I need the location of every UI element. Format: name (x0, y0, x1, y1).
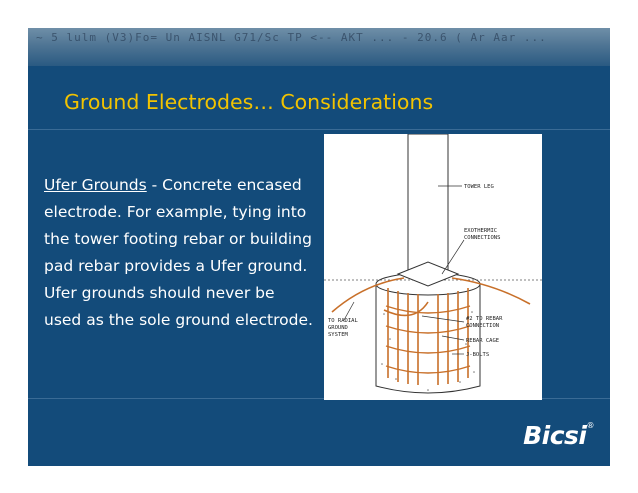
label-connections: CONNECTIONS (464, 235, 501, 241)
concrete-texture (381, 311, 475, 391)
slide (28, 28, 610, 466)
registered-mark: ® (586, 421, 594, 430)
slide-title: Ground Electrodes… Considerations (64, 90, 434, 114)
diagram-svg (324, 134, 542, 400)
label-exothermic: EXOTHERMIC (464, 228, 498, 234)
bicsi-logo (523, 421, 594, 450)
label-tower-leg: TOWER LEG (464, 184, 494, 190)
tower-leg (408, 134, 448, 272)
ufer-ground-diagram (324, 134, 542, 400)
label-to-radial: TO RADIAL (328, 318, 358, 324)
body-description: - Concrete encased electrode. For example, tying into the tower footing rebar or building pad rebar provides a Ufer ground. Ufer grounds should never be used as the sole ground electrode. (44, 176, 313, 329)
banner-handwriting: ~ 5 lulm (V3)Fo= Un AISNL G71/Sc TP <-- AKT ... - 20.6 ( Ar Aar ... (36, 31, 547, 44)
divider-line (28, 129, 610, 130)
body-paragraph (44, 172, 314, 334)
base-plate (398, 262, 458, 286)
label-rebar-conn: #2 TO REBAR (466, 316, 503, 322)
label-system: SYSTEM (328, 332, 348, 338)
logo-text: Bicsi (523, 421, 587, 450)
header-banner (28, 28, 610, 66)
label-rebar-cage: REBAR CAGE (466, 338, 500, 344)
label-ground: GROUND (328, 325, 348, 331)
ufer-grounds-term: Ufer Grounds (44, 176, 147, 194)
label-j-bolts: J-BOLTS (466, 352, 490, 358)
label-connection: CONNECTION (466, 323, 500, 329)
footing-body (376, 284, 480, 393)
